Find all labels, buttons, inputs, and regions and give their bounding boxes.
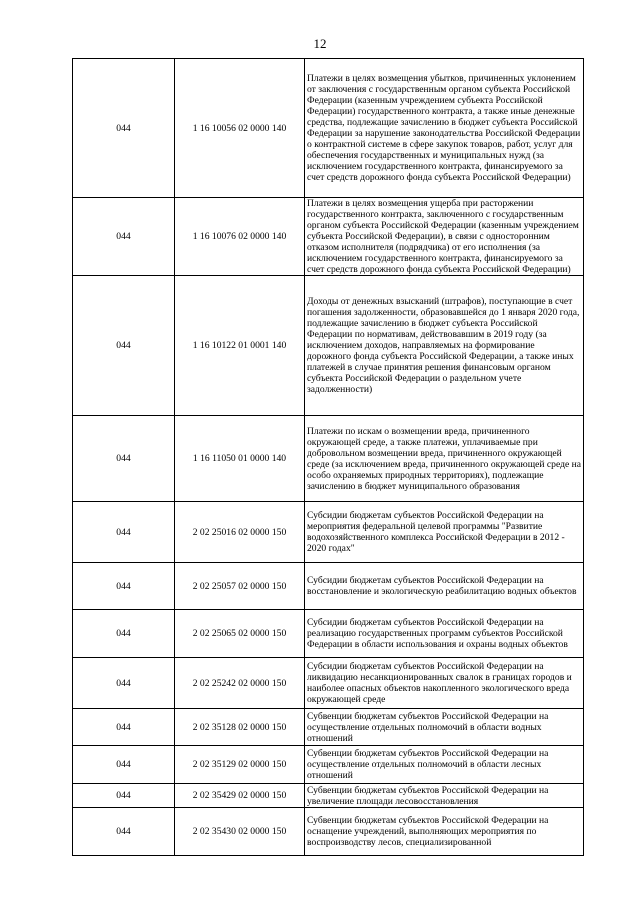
income-name-cell: Субвенции бюджетам субъектов Российской Федерации на оснащение учреждений, выполняющих мероприятия по воспроизводству лесов, специализированной <box>305 808 584 856</box>
income-name-cell: Доходы от денежных взысканий (штрафов), поступающие в счет погашения задолженности, образовавшейся до 1 января 2020 года, подлежащие зачислению в бюджет субъекта Российской Федерации по нормативам, действовавшим в 2019 году (за исключением доходов, направляемых на формирование дорожного фонда субъекта Российской Федерации, а также иных платежей в случае принятия решения финансовым органом субъекта Российской Федерации о раздельном учете задолженности) <box>305 276 584 416</box>
table-row <box>73 198 584 276</box>
table-row <box>73 709 584 746</box>
budget-code-cell: 2 02 35430 02 0000 150 <box>175 808 305 856</box>
income-name-cell: Субсидии бюджетам субъектов Российской Федерации на реализацию государственных программ субъектов Российской Федерации в области использования и охраны водных объектов <box>305 610 584 658</box>
budget-code-cell: 1 16 10122 01 0001 140 <box>175 276 305 416</box>
budget-code-cell: 2 02 25057 02 0000 150 <box>175 563 305 610</box>
budget-code-cell: 2 02 35129 02 0000 150 <box>175 746 305 784</box>
admin-code-cell: 044 <box>73 563 175 610</box>
admin-code-cell: 044 <box>73 746 175 784</box>
table-row <box>73 808 584 856</box>
budget-code-cell: 1 16 11050 01 0000 140 <box>175 416 305 502</box>
admin-code-cell: 044 <box>73 502 175 563</box>
income-name-cell: Субсидии бюджетам субъектов Российской Федерации на ликвидацию несанкционированных свалок в границах городов и наиболее опасных объектов накопленного экологического вреда окружающей среде <box>305 658 584 709</box>
admin-code-cell: 044 <box>73 658 175 709</box>
table-row <box>73 746 584 784</box>
budget-code-cell: 1 16 10076 02 0000 140 <box>175 198 305 276</box>
income-name-cell: Субвенции бюджетам субъектов Российской Федерации на осуществление отдельных полномочий в области водных отношений <box>305 709 584 746</box>
income-name-cell: Платежи по искам о возмещении вреда, причиненного окружающей среде, а также платежи, уплачиваемые при добровольном возмещении вреда, причиненного окружающей среде (за исключением вреда, причиненного окружающей среде на особо охраняемых природных территориях), подлежащие зачислению в бюджет муниципального образования <box>305 416 584 502</box>
admin-code-cell: 044 <box>73 784 175 808</box>
admin-code-cell: 044 <box>73 198 175 276</box>
page-number: 12 <box>313 36 327 51</box>
admin-code-cell: 044 <box>73 808 175 856</box>
budget-code-cell: 2 02 35429 02 0000 150 <box>175 784 305 808</box>
income-name-cell: Субсидии бюджетам субъектов Российской Федерации на восстановление и экологическую реабилитацию водных объектов <box>305 563 584 610</box>
income-name-cell: Платежи в целях возмещения убытков, причиненных уклонением от заключения с государственным органом субъекта Российской Федерации (казенным учреждением субъекта Российской Федерации) государственного контракта, а также иные денежные средства, подлежащие зачислению в бюджет субъекта Российской Федерации за нарушение законодательства Российской Федерации о контрактной системе в сфере закупок товаров, работ, услуг для обеспечения государственных и муниципальных нужд (за исключением государственного контракта, финансируемого за счет средств дорожного фонда субъекта Российской Федерации) <box>305 59 584 198</box>
income-name-cell: Субвенции бюджетам субъектов Российской Федерации на осуществление отдельных полномочий в области лесных отношений <box>305 746 584 784</box>
budget-code-cell: 2 02 25065 02 0000 150 <box>175 610 305 658</box>
budget-code-cell: 2 02 35128 02 0000 150 <box>175 709 305 746</box>
table-row <box>73 563 584 610</box>
admin-code-cell: 044 <box>73 709 175 746</box>
budget-code-cell: 2 02 25242 02 0000 150 <box>175 658 305 709</box>
table-row <box>73 276 584 416</box>
budget-classification-table <box>72 58 584 856</box>
table-row <box>73 416 584 502</box>
table-row <box>73 658 584 709</box>
income-name-cell: Платежи в целях возмещения ущерба при расторжении государственного контракта, заключенного с государственным органом субъекта Российской Федерации (казенным учреждением субъекта Российской Федерации), в связи с односторонним отказом исполнителя (подрядчика) от его исполнения (за исключением государственного контракта, финансируемого за счет средств дорожного фонда субъекта Российской Федерации) <box>305 198 584 276</box>
income-name-cell: Субвенции бюджетам субъектов Российской Федерации на увеличение площади лесовосстановления <box>305 784 584 808</box>
budget-code-cell: 1 16 10056 02 0000 140 <box>175 59 305 198</box>
admin-code-cell: 044 <box>73 610 175 658</box>
table-row <box>73 610 584 658</box>
admin-code-cell: 044 <box>73 276 175 416</box>
income-name-cell: Субсидии бюджетам субъектов Российской Федерации на мероприятия федеральной целевой программы "Развитие водохозяйственного комплекса Российской Федерации в 2012 - 2020 годах" <box>305 502 584 563</box>
admin-code-cell: 044 <box>73 59 175 198</box>
table-row <box>73 502 584 563</box>
admin-code-cell: 044 <box>73 416 175 502</box>
table-body <box>73 59 584 856</box>
table-row <box>73 59 584 198</box>
table-row <box>73 784 584 808</box>
budget-code-cell: 2 02 25016 02 0000 150 <box>175 502 305 563</box>
